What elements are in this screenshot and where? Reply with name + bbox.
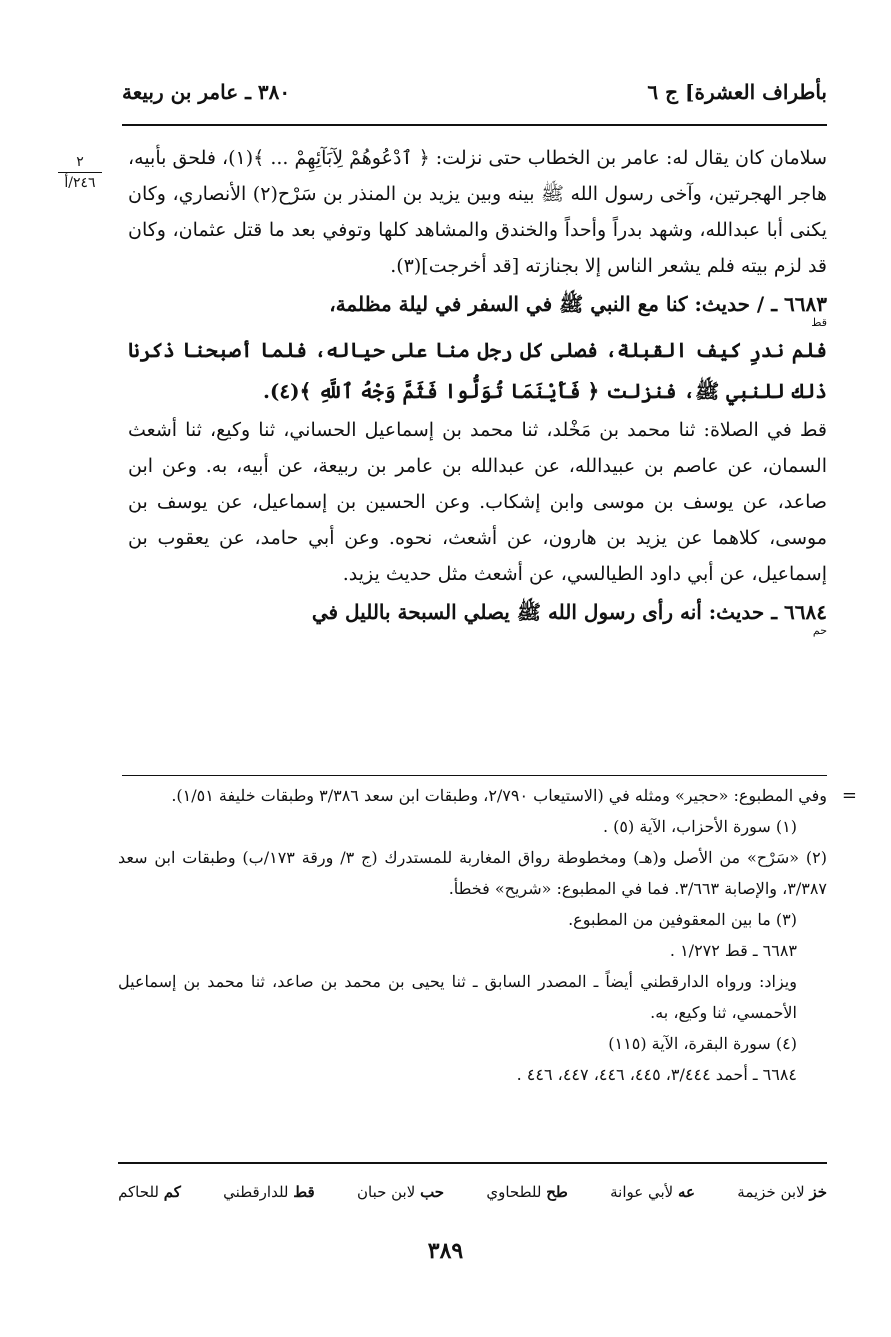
hadith-6683-heading: ٦٦٨٣ ـ / حديث: كنا مع النبي ﷺ في السفر في ليلة مظلمة، — [329, 292, 827, 316]
bottom-rule — [118, 1162, 827, 1164]
running-header — [122, 80, 827, 116]
isnad-paragraph: قط في الصلاة: ثنا محمد بن مَخْلد، ثنا محمد بن إسماعيل الحساني، ثنا وكيع، ثنا أشعث السمان، عن عاصم بن عبيدالله، عن عبدالله بن عامر بن ربيعة، عن أبيه، به. وعن ابن صاعد، عن يوسف بن موسى وابن إشكاب. وعن الحسين بن إسماعيل، عن يوسف بن موسى، كلاهما عن يزيد بن هارون، عن أشعث، نحوه. وعن أبي حامد، عن يعقوب بن إسماعيل، عن أبي داود الطيالسي، عن أشعث مثل حديث يزيد. — [128, 419, 827, 585]
footnotes — [118, 780, 857, 1090]
footnote-continuation: وفي المطبوع: «حجير» ومثله في (الاستيعاب ٢/٧٩٠، وطبقات ابن سعد ٣/٣٨٦ وطبقات خليفة ١/٥١). — [171, 786, 827, 805]
book-title: بأطراف العشرة] ج ٦ — [647, 80, 827, 104]
continuation-mark: = — [841, 785, 857, 806]
abbr-item: كم للحاكم — [118, 1183, 181, 1201]
section-title: ٣٨٠ ـ عامر بن ربيعة — [122, 80, 291, 104]
hadith-6683-source-label: قط — [811, 316, 827, 329]
abbr-item: طح للطحاوي — [486, 1183, 568, 1201]
folio-number: ٢ — [76, 154, 84, 170]
reference-6684: ٦٦٨٤ ـ أحمد ٣/٤٤٤، ٤٤٥، ٤٤٦، ٤٤٧، ٤٤٦ . — [516, 1065, 797, 1084]
footnote-2: (٢) «سَرْح» من الأصل و(هـ) ومخطوطة رواق المغاربة للمستدرك (ج ٣/ ورقة ١٧٣/ب) وطبقات ابن سعد ٣/٣٨٧، والإصابة ٣/٦٦٣. فما في المطبوع: «شريح» فخطأ. — [118, 848, 828, 898]
reference-6683: ٦٦٨٣ ـ قط ١/٢٧٢ . — [669, 941, 797, 960]
page-number: ٣٨٩ — [427, 1238, 464, 1264]
footnote-separator — [122, 775, 827, 776]
abbr-item: قط للدارقطني — [223, 1183, 315, 1201]
folio-reference: ٢٤٦/أ — [58, 172, 102, 193]
hadith-6684-heading: ٦٦٨٤ ـ حديث: أنه رأى رسول الله ﷺ يصلي السبحة بالليل في — [311, 600, 827, 624]
footnote-3: (٣) ما بين المعقوفين من المطبوع. — [568, 910, 797, 929]
hadith-6683-text: فلم ندرِ كيف القبلة، فصلى كل رجل منا على حياله، فلما أصبحنا ذكرنا ذلك للنبي ﷺ، فنزلت ﴿ فَأَيْنَمَا تُوَلُّوا فَثَمَّ وَجْهُ ٱللَّهِ ﴾(٤). — [128, 338, 827, 403]
abbreviation-key — [118, 1183, 827, 1201]
main-text — [128, 140, 827, 638]
abbr-item: حب لابن حبان — [356, 1183, 445, 1201]
abbr-item: خز لابن خزيمة — [737, 1183, 827, 1201]
footnote-1: (١) سورة الأحزاب، الآية (٥) . — [602, 817, 797, 836]
biography-paragraph: سلامان كان يقال له: عامر بن الخطاب حتى نزلت: ﴿ ٱدْعُوهُمْ لِآبَآئِهِمْ ... ﴾(١)، فلحق بأبيه، هاجر الهجرتين، وآخى رسول الله ﷺ بينه وبين يزيد بن المنذر بن سَرْح(٢) الأنصاري، وكان يكنى أبا عبدالله، وشهد بدراً وأحداً والخندق والمشاهد كلها وتوفي بعد ما قتل عثمان، وكان قد لزم بيته فلم يشعر الناس إلا بجنازته [قد أخرجت](٣). — [128, 147, 827, 277]
additional-note: ويزاد: ورواه الدارقطني أيضاً ـ المصدر السابق ـ ثنا يحيى بن محمد بن صاعد، ثنا محمد بن إسماعيل الأحمسي، ثنا وكيع، به. — [118, 972, 797, 1022]
footnote-4: (٤) سورة البقرة، الآية (١١٥) — [608, 1034, 797, 1053]
manuscript-folio-note — [58, 152, 102, 193]
abbr-item: عه لأبي عوانة — [610, 1183, 696, 1201]
hadith-6684-source-label: حم — [812, 624, 827, 637]
header-rule — [122, 124, 827, 126]
